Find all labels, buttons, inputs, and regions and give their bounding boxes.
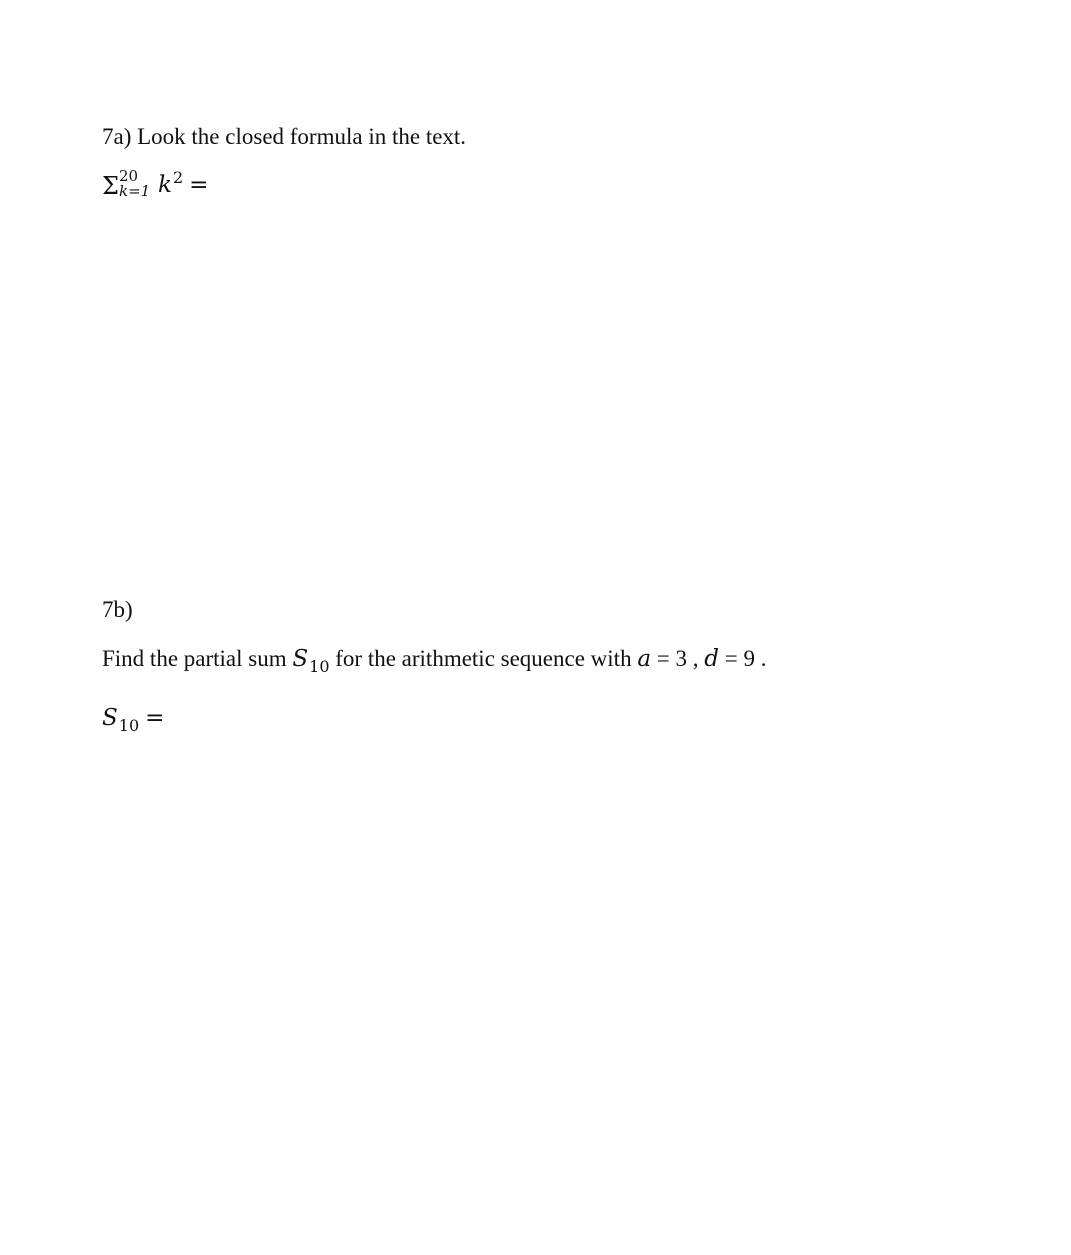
summand-base: k (158, 172, 172, 198)
summation (102, 167, 158, 200)
answer-symbol: S (102, 705, 118, 731)
partial-sum-symbol: $S_{10}$ (292, 646, 330, 676)
equals-a: = (656, 646, 670, 671)
summation-lower-limit: k=1 (119, 182, 151, 200)
variable-d: d (704, 646, 720, 672)
question-7b-prompt (102, 645, 767, 675)
sigma-symbol: Σ (102, 172, 119, 200)
summand-exponent: 2 (172, 168, 184, 187)
comma: , (692, 646, 699, 671)
question-7b-answer-line (102, 704, 164, 734)
answer-index: 10 (118, 716, 140, 735)
prompt-text-middle: for the arithmetic sequence with (335, 646, 632, 671)
question-7a-heading: 7a) Look the closed formula in the text. (102, 124, 467, 149)
question-7a-formula (102, 167, 209, 201)
a-value: 3 (675, 646, 688, 671)
period: . (760, 646, 767, 671)
answer-equals-sign: = (145, 705, 165, 731)
question-7b-heading: 7b) (102, 597, 133, 622)
d-value: 9 (743, 646, 755, 671)
summation-upper-limit: 20 (119, 167, 139, 185)
equals-d: = (724, 646, 738, 671)
prompt-text-start: Find the partial sum (102, 646, 287, 671)
equals-sign: = (189, 172, 209, 198)
variable-a: a (637, 646, 652, 672)
